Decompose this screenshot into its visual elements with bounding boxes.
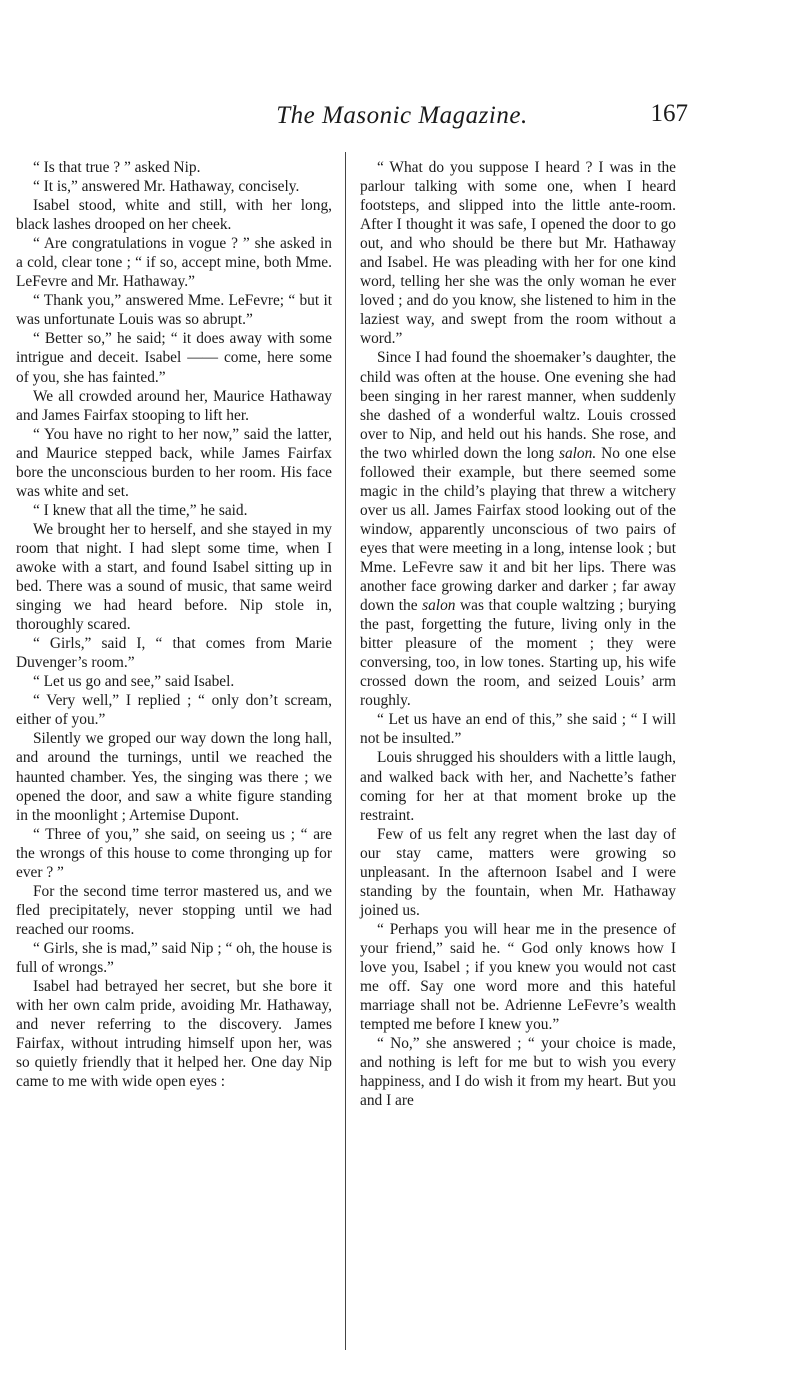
- paragraph: Few of us felt any regret when the last day of our stay came, matters were growing so unpleasant. In the afternoon Isabel and I were standing by the fountain, when Mr. Hathaway joined us.: [360, 825, 676, 919]
- paragraph: “ What do you suppose I heard ? I was in the parlour talking with some one, when I heard footsteps, and slipped into the little ante-room. After I thought it was safe, I opened the door to go out, and who should be there but Mr. Hathaway and Isabel. He was pleading with her for one kind word, telling her she was the only woman he ever loved ; and do you know, she listened to him in the laziest way, and swept from the room without a word.”: [360, 159, 676, 348]
- page-number: 167: [650, 100, 688, 127]
- paragraph: We brought her to herself, and she stayed in my room that night. I had slept some time, when I awoke with a start, and found Isabel sitting up in bed. There was a sound of music, that same weird singing we had heard before. Nip stole in, thoroughly scared.: [16, 520, 332, 634]
- paragraph: “ Girls,” said I, “ that comes from Marie Duvenger’s room.”: [16, 635, 332, 672]
- paragraph: “ You have no right to her now,” said the latter, and Maurice stepped back, while James Fairfax bore the unconscious burden to her room. His face was white and set.: [16, 425, 332, 500]
- left-column: [16, 158, 332, 1091]
- paragraph: For the second time terror mastered us, and we fled precipitately, never stopping until we had reached our rooms.: [16, 882, 332, 938]
- right-column: [360, 158, 676, 1110]
- emphasis: salon.: [558, 444, 597, 462]
- paragraph: Isabel stood, white and still, with her long, black lashes drooped on her cheek.: [16, 197, 332, 234]
- paragraph: “ Let us have an end of this,” she said ; “ I will not be insulted.”: [360, 711, 676, 748]
- paragraph: “ I knew that all the time,” he said.: [32, 501, 248, 519]
- paragraph: “ Three of you,” she said, on seeing us ; “ are the wrongs of this house to come thronging up for ever ? ”: [16, 825, 332, 881]
- paragraph: Isabel had betrayed her secret, but she bore it with her own calm pride, avoiding Mr. Hathaway, and never referring to the discovery. James Fairfax, without intruding himself upon her, was so quietly friendly that it helped her. One day Nip came to me with wide open eyes :: [16, 978, 332, 1091]
- running-header: [0, 100, 804, 134]
- text-run: was that couple waltzing ; burying the past, forgetting the future, living only in the bitter pleasure of the moment ; they were conversing, too, in low tones. Starting up, his wife crossed down the room, and seized Louis’ arm roughly.: [360, 597, 676, 710]
- paragraph: “ Perhaps you will hear me in the presence of your friend,” said he. “ God only knows how I love you, Isabel ; if you knew you would not cast me off. Say one word more and this hateful marriage shall not be. Adrienne LeFevre’s wealth tempted me before I knew you.”: [360, 920, 676, 1034]
- column-divider: [345, 152, 346, 1350]
- magazine-title: The Masonic Magazine.: [276, 102, 528, 129]
- paragraph: “ Better so,” he said; “ it does away with some intrigue and deceit. Isabel —— come, here some of you, she has fainted.”: [16, 330, 332, 386]
- emphasis: salon: [422, 597, 456, 615]
- paragraph: “ Thank you,” answered Mme. LeFevre; “ but it was unfortunate Louis was so abrupt.”: [16, 292, 332, 329]
- paragraph: We all crowded around her, Maurice Hathaway and James Fairfax stooping to lift her.: [16, 387, 332, 424]
- text-run: Since I had found the shoemaker’s daughter, the child was often at the house. One evening she had been singing in her rarest manner, when suddenly she dashed of a wonderful waltz. Louis crossed over to Nip, and held out his hands. She rose, and the two whirled down the long: [360, 349, 676, 462]
- paragraph: “ Very well,” I replied ; “ only don’t scream, either of you.”: [16, 692, 332, 729]
- paragraph: “ It is,” answered Mr. Hathaway, concisely.: [32, 178, 300, 196]
- paragraph: Louis shrugged his shoulders with a little laugh, and walked back with her, and Nachette’s father coming for her at that moment broke up the restraint.: [360, 749, 676, 824]
- paragraph: “ Is that true ? ” asked Nip.: [32, 159, 201, 176]
- paragraph: Silently we groped our way down the long hall, and around the turnings, until we reached the haunted chamber. Yes, the singing was there ; we opened the door, and saw a white figure standing in the moonlight ; Artemise Dupont.: [16, 730, 332, 824]
- paragraph: “ No,” she answered ; “ your choice is made, and nothing is left for me but to wish you every happiness, and I do wish it from my heart. But you and I are: [360, 1035, 676, 1110]
- text-run: No one else followed their example, but there seemed some magic in the child’s playing that threw a witchery over us all. James Fairfax stood looking out of the window, apparently unconscious of two pairs of eyes that were meeting in a long, intense look ; but Mme. LeFevre saw it and bit her lips. There was another face growing darker and darker ; far away down the: [360, 444, 676, 615]
- paragraph: “ Are congratulations in vogue ? ” she asked in a cold, clear tone ; “ if so, accept mine, both Mme. LeFevre and Mr. Hathaway.”: [16, 235, 332, 291]
- paragraph: “ Girls, she is mad,” said Nip ; “ oh, the house is full of wrongs.”: [16, 939, 332, 976]
- paragraph: “ Let us go and see,” said Isabel.: [32, 673, 235, 691]
- paragraph: [360, 348, 676, 710]
